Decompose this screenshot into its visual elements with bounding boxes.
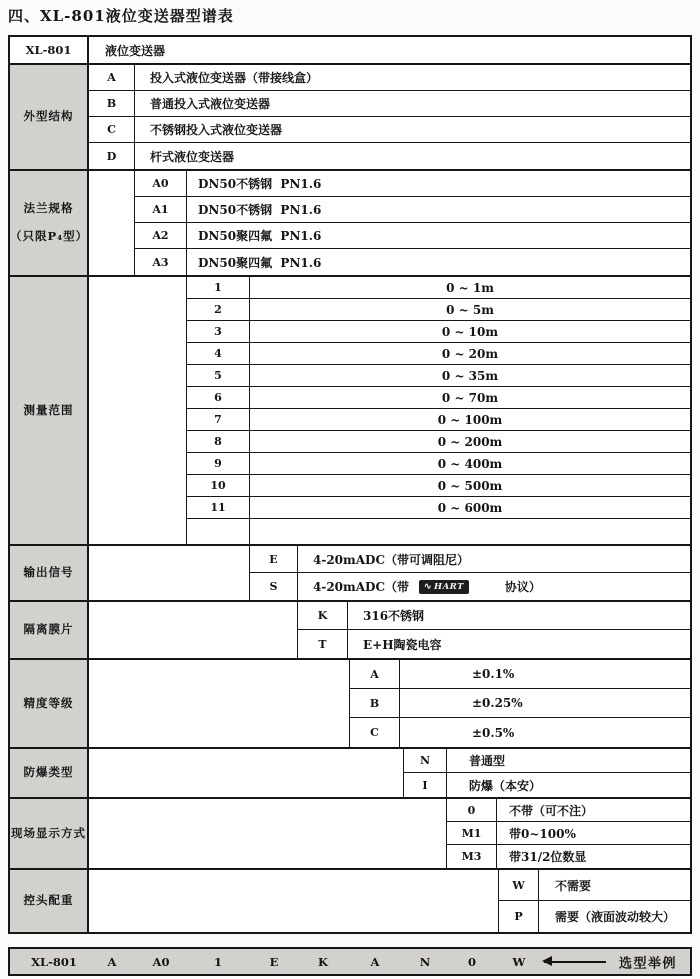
option-desc: 不带（可不注） (509, 803, 594, 818)
option-row (447, 845, 690, 868)
option-row (447, 799, 690, 822)
option-desc: DN50聚四氟 PN1.6 (198, 229, 322, 243)
model-selection-table (8, 35, 692, 934)
option-desc: E+H陶瓷电容 (363, 637, 442, 652)
option-row (89, 65, 690, 91)
option-code: B (89, 91, 135, 116)
option-code: T (298, 630, 348, 658)
option-row (187, 431, 690, 453)
option-code: I (404, 773, 447, 797)
option-desc: DN50不锈钢 PN1.6 (198, 177, 322, 191)
option-desc: 带0~100% (509, 826, 576, 841)
option-desc: 带31/2位数显 (509, 850, 587, 864)
example-code: N (419, 954, 431, 969)
option-code: C (350, 718, 400, 747)
option-code: M3 (447, 845, 497, 868)
spacer-cell (89, 602, 298, 658)
option-code: K (298, 602, 348, 629)
option-code: 10 (187, 475, 250, 496)
option-code: A (89, 65, 135, 90)
section-label: 输出信号 (10, 546, 89, 600)
option-code: 7 (187, 409, 250, 430)
example-label: 选型举例 (618, 956, 678, 971)
option-desc: 0 ~ 10m (441, 324, 499, 339)
option-row (187, 387, 690, 409)
option-row (135, 171, 690, 197)
option-code: W (499, 870, 539, 900)
page-title: 四、XL-801液位变送器型谱表 (8, 7, 234, 25)
example-code: W (512, 954, 526, 969)
option-code: N (404, 749, 447, 772)
option-desc: 0 ~ 500m (437, 478, 503, 493)
option-row (135, 223, 690, 249)
option-desc: 4-20mADC（带 ∿ HART 协议） (313, 580, 541, 594)
option-row (499, 901, 690, 932)
option-desc: 0 ~ 70m (441, 390, 499, 405)
option-code: A2 (135, 223, 187, 248)
option-row (298, 630, 690, 658)
section-range (10, 277, 690, 546)
option-desc: ±0.5% (472, 725, 515, 740)
option-desc: 0 ~ 100m (437, 412, 503, 427)
example-code: A (370, 954, 380, 969)
option-code: 11 (187, 497, 250, 518)
option-desc: 316不锈钢 (363, 609, 425, 623)
section-flange (10, 171, 690, 277)
option-code: P (499, 901, 539, 932)
option-row (135, 197, 690, 223)
selection-example-bar (8, 947, 692, 976)
example-code: A0 (152, 954, 170, 969)
option-row (499, 870, 690, 901)
option-row (89, 143, 690, 169)
option-row (298, 602, 690, 630)
spacer-cell (89, 799, 447, 868)
option-code: B (350, 689, 400, 717)
example-code: E (269, 954, 279, 969)
option-code: A0 (135, 171, 187, 196)
option-desc: 4-20mADC（带可调阻尼） (313, 552, 469, 567)
option-row (187, 321, 690, 343)
option-row (187, 453, 690, 475)
section-sublabel: （只限P₄型） (10, 229, 89, 243)
section-label: 现场显示方式 (10, 799, 89, 868)
section-label: 控头配重 (10, 870, 89, 932)
section-counterweight (10, 870, 690, 932)
option-code: M1 (447, 822, 497, 844)
example-code: 1 (213, 954, 223, 969)
option-desc: 0 ~ 35m (441, 368, 499, 383)
spacer-cell (89, 546, 250, 600)
option-desc: 0 ~ 1m (446, 280, 494, 295)
spacer-cell (89, 660, 350, 747)
option-desc: 不需要 (555, 878, 592, 893)
option-row (350, 689, 690, 718)
header-row (10, 37, 690, 65)
section-explosion-proof (10, 749, 690, 799)
option-code: A1 (135, 197, 187, 222)
option-code: 8 (187, 431, 250, 452)
section-label: 外型结构 (10, 65, 89, 169)
option-code: A (350, 660, 400, 688)
option-desc: 普通投入式液位变送器 (150, 97, 271, 111)
section-local-display (10, 799, 690, 870)
option-code: S (250, 573, 298, 600)
option-code: D (89, 143, 135, 169)
section-label: 防爆类型 (10, 749, 89, 797)
spacer-cell (89, 870, 499, 932)
hart-protocol-logo-icon: ∿ HART (419, 580, 469, 594)
option-code: 5 (187, 365, 250, 386)
option-desc: DN50不锈钢 PN1.6 (198, 203, 322, 217)
option-code: 2 (187, 299, 250, 320)
example-code: 0 (467, 954, 477, 969)
left-arrow-icon (544, 961, 606, 963)
option-desc: 0 ~ 200m (437, 434, 503, 449)
option-code: 6 (187, 387, 250, 408)
option-desc: 防爆（本安） (469, 778, 542, 793)
option-row (250, 546, 690, 573)
option-row (187, 277, 690, 299)
option-desc: DN50聚四氟 PN1.6 (198, 255, 322, 270)
option-desc: 0 ~ 20m (441, 346, 499, 361)
option-row (187, 343, 690, 365)
section-label: 测量范围 (10, 277, 89, 544)
option-desc: 不锈钢投入式液位变送器 (150, 123, 283, 137)
option-desc: 0 ~ 400m (437, 456, 503, 471)
section-structure (10, 65, 690, 171)
option-row (187, 299, 690, 321)
option-code: 1 (187, 277, 250, 298)
option-row (404, 749, 690, 773)
model-code-cell: XL-801 (10, 37, 89, 63)
option-row (135, 249, 690, 275)
option-code: 0 (447, 799, 497, 821)
model-description-cell: 液位变送器 (105, 43, 166, 58)
option-desc: ±0.1% (472, 667, 515, 681)
option-code: C (89, 117, 135, 142)
option-code: A3 (135, 249, 187, 275)
option-desc: 投入式液位变送器（带接线盒） (150, 71, 319, 85)
option-row (350, 660, 690, 689)
option-desc: 杆式液位变送器 (150, 149, 235, 164)
option-desc: 普通型 (469, 754, 506, 768)
option-row (350, 718, 690, 747)
option-row (250, 573, 690, 600)
spacer-cell (89, 749, 404, 797)
section-diaphragm (10, 602, 690, 660)
option-code: 9 (187, 453, 250, 474)
option-row (89, 117, 690, 143)
option-code: 3 (187, 321, 250, 342)
option-row (404, 773, 690, 797)
option-row (187, 365, 690, 387)
option-row (187, 475, 690, 497)
option-code: 4 (187, 343, 250, 364)
example-code: A (107, 954, 117, 969)
section-output-signal (10, 546, 690, 602)
section-accuracy (10, 660, 690, 749)
option-desc: 需要（液面波动较大） (555, 910, 676, 924)
option-code: E (250, 546, 298, 572)
option-desc: ±0.25% (472, 696, 523, 710)
option-row (187, 497, 690, 519)
option-desc: 0 ~ 600m (437, 500, 503, 515)
section-label: 精度等级 (10, 660, 89, 747)
option-row (89, 91, 690, 117)
option-row (187, 409, 690, 431)
example-code: K (318, 954, 328, 969)
option-row (447, 822, 690, 845)
waveform-icon: ∿ (424, 581, 433, 592)
section-label: 隔离膜片 (10, 602, 89, 658)
example-model: XL-801 (31, 954, 77, 969)
option-desc: 0 ~ 5m (446, 302, 494, 317)
spacer-cell (89, 277, 187, 544)
empty-filler-row (187, 519, 690, 544)
spacer-cell (89, 171, 135, 275)
section-label: 法兰规格 （只限P₄型） (10, 171, 89, 275)
